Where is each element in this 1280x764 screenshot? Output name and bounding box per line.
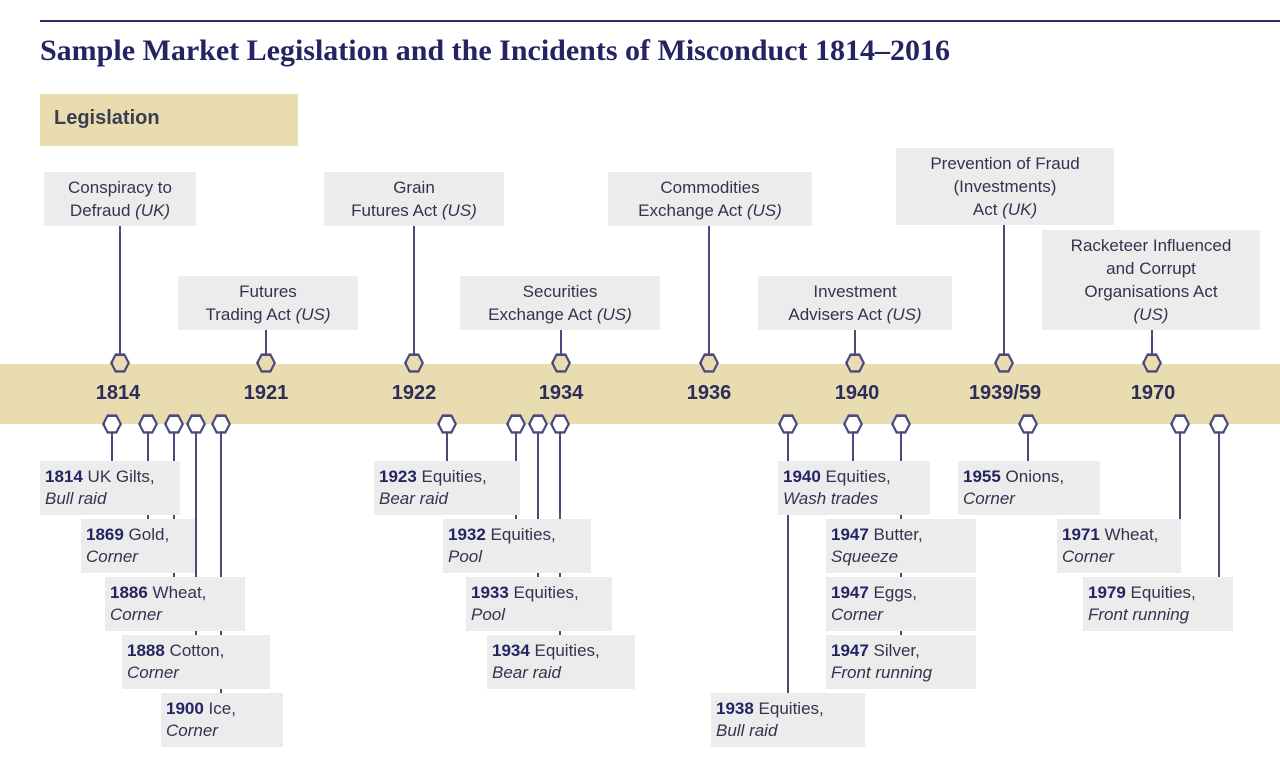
incident-year: 1814	[45, 467, 83, 486]
incident-title	[448, 524, 591, 546]
incident-market: Silver,	[868, 641, 920, 660]
incident-type: Wash trades	[783, 489, 879, 508]
incident-type: Corner	[963, 489, 1015, 508]
legislation-box	[178, 276, 358, 330]
incident-title	[127, 640, 270, 662]
incident-title	[379, 466, 520, 488]
legislation-text: (Investments)	[953, 177, 1057, 196]
incident-year: 1934	[492, 641, 530, 660]
legislation-text: Conspiracy to	[68, 178, 172, 197]
incident-market: Equities,	[529, 641, 600, 660]
incident-title	[963, 466, 1100, 488]
jurisdiction-label: (US)	[886, 305, 922, 324]
incident-title	[110, 582, 245, 604]
jurisdiction-label: (US)	[441, 201, 477, 220]
incident-year: 1932	[448, 525, 486, 544]
legislation-line	[896, 152, 1114, 175]
incident-year: 1886	[110, 583, 148, 602]
incident-type: Corner	[166, 721, 218, 740]
legislation-text: Exchange Act	[638, 201, 747, 220]
legislation-text: Securities	[522, 282, 598, 301]
legislation-line	[324, 176, 504, 199]
incident-box	[1083, 577, 1233, 631]
legislation-stem	[854, 330, 856, 354]
legislation-box	[460, 276, 660, 330]
incident-box	[711, 693, 865, 747]
legislation-text: and Corrupt	[1106, 259, 1196, 278]
legislation-line	[460, 303, 660, 326]
legislation-label: Legislation	[54, 107, 160, 129]
year-label: 1970	[1130, 382, 1176, 404]
incident-type: Corner	[831, 605, 883, 624]
legislation-text: Futures Act	[351, 201, 442, 220]
incident-title	[1088, 582, 1233, 604]
incident-type: Pool	[471, 605, 506, 624]
incident-year: 1938	[716, 699, 754, 718]
incident-type: Corner	[110, 605, 162, 624]
incident-type: Pool	[448, 547, 483, 566]
incident-market: Equities,	[1125, 583, 1196, 602]
legislation-line	[608, 199, 812, 222]
jurisdiction-label: (US)	[295, 305, 331, 324]
legislation-stem	[413, 226, 415, 354]
incident-box	[374, 461, 520, 515]
legislation-text: Act	[972, 200, 1003, 219]
legislation-line	[44, 199, 196, 222]
legislation-box	[758, 276, 952, 330]
legislation-stem	[119, 226, 121, 354]
incident-stem	[446, 432, 448, 461]
incident-box	[122, 635, 270, 689]
incident-box	[466, 577, 612, 631]
jurisdiction-label: (US)	[746, 201, 782, 220]
incident-box	[826, 635, 976, 689]
legislation-stem	[708, 226, 710, 354]
legislation-text: Grain	[393, 178, 435, 197]
incident-type: Squeeze	[831, 547, 899, 566]
incident-title	[716, 698, 865, 720]
incident-title	[492, 640, 635, 662]
incident-box	[105, 577, 245, 631]
legislation-stem	[265, 330, 267, 354]
incident-box	[40, 461, 180, 515]
incident-year: 1923	[379, 467, 417, 486]
incident-box	[443, 519, 591, 573]
year-label: 1940	[834, 382, 880, 404]
incident-box	[487, 635, 635, 689]
year-label: 1934	[538, 382, 584, 404]
legislation-line	[896, 175, 1114, 198]
legislation-stem	[1151, 330, 1153, 354]
legislation-stem	[1003, 225, 1005, 354]
legislation-text: Exchange Act	[488, 305, 597, 324]
incident-year: 1947	[831, 641, 869, 660]
legislation-text: Defraud	[69, 201, 136, 220]
incident-year: 1888	[127, 641, 165, 660]
incident-title	[471, 582, 612, 604]
legislation-text: Racketeer Influenced	[1070, 236, 1232, 255]
year-label: 1814	[95, 382, 141, 404]
legislation-box	[324, 172, 504, 226]
incident-year: 1940	[783, 467, 821, 486]
incident-box	[1057, 519, 1181, 573]
incident-stem	[1218, 432, 1220, 577]
incident-market: Onions,	[1000, 467, 1065, 486]
incident-type: Bear raid	[492, 663, 561, 682]
legislation-box	[896, 148, 1114, 225]
incident-stem	[1179, 432, 1181, 519]
incident-market: Ice,	[203, 699, 236, 718]
incident-year: 1947	[831, 583, 869, 602]
incident-year: 1947	[831, 525, 869, 544]
incident-title	[45, 466, 180, 488]
incident-market: Equities,	[820, 467, 891, 486]
incident-title	[166, 698, 283, 720]
incident-type: Bear raid	[379, 489, 448, 508]
page-title: Sample Market Legislation and the Incidents of Misconduct 1814–2016	[40, 34, 951, 67]
incident-year: 1869	[86, 525, 124, 544]
incident-box	[161, 693, 283, 747]
incident-market: Butter,	[868, 525, 923, 544]
jurisdiction-label: (UK)	[1002, 200, 1038, 219]
incident-type: Bull raid	[716, 721, 778, 740]
incident-stem	[1027, 432, 1029, 461]
incident-title	[86, 524, 195, 546]
legislation-box	[44, 172, 196, 226]
legislation-line	[460, 280, 660, 303]
year-label: 1922	[391, 382, 437, 404]
incident-title	[1062, 524, 1181, 546]
jurisdiction-label: (UK)	[135, 201, 171, 220]
incident-market: Wheat,	[147, 583, 207, 602]
incident-type: Corner	[127, 663, 179, 682]
incident-year: 1971	[1062, 525, 1100, 544]
incident-market: Equities,	[753, 699, 824, 718]
legislation-text: Investment	[813, 282, 897, 301]
incident-box	[81, 519, 195, 573]
legislation-line	[178, 303, 358, 326]
incident-market: Cotton,	[164, 641, 225, 660]
legislation-line	[44, 176, 196, 199]
legislation-line	[1042, 234, 1260, 257]
incident-market: Equities,	[508, 583, 579, 602]
legislation-line	[178, 280, 358, 303]
incident-type: Corner	[1062, 547, 1114, 566]
incident-market: Eggs,	[868, 583, 918, 602]
legislation-line	[896, 198, 1114, 221]
incident-year: 1955	[963, 467, 1001, 486]
legislation-text: Trading Act	[205, 305, 296, 324]
legislation-line	[1042, 303, 1260, 326]
incident-market: Wheat,	[1099, 525, 1159, 544]
incident-stem	[111, 432, 113, 461]
incident-box	[826, 577, 976, 631]
legislation-line	[758, 280, 952, 303]
year-label: 1936	[686, 382, 732, 404]
legislation-text: Prevention of Fraud	[930, 154, 1080, 173]
legislation-box	[1042, 230, 1260, 330]
legislation-box	[608, 172, 812, 226]
legislation-line	[324, 199, 504, 222]
incident-year: 1933	[471, 583, 509, 602]
incident-market: UK Gilts,	[82, 467, 155, 486]
legislation-text: Futures	[239, 282, 297, 301]
incident-year: 1979	[1088, 583, 1126, 602]
incident-box	[778, 461, 930, 515]
incident-type: Front running	[831, 663, 933, 682]
incident-title	[831, 582, 976, 604]
jurisdiction-label: (US)	[596, 305, 632, 324]
incident-title	[831, 524, 976, 546]
legislation-stem	[560, 330, 562, 354]
legislation-line	[1042, 280, 1260, 303]
jurisdiction-label: (US)	[1133, 305, 1169, 324]
legislation-line	[608, 176, 812, 199]
incident-stem	[852, 432, 854, 461]
incident-market: Equities,	[485, 525, 556, 544]
incident-market: Gold,	[123, 525, 170, 544]
incident-type: Bull raid	[45, 489, 107, 508]
incident-type: Front running	[1088, 605, 1190, 624]
year-label: 1921	[243, 382, 289, 404]
legislation-line	[1042, 257, 1260, 280]
incident-type: Corner	[86, 547, 138, 566]
top-rule	[40, 20, 1280, 22]
incident-year: 1900	[166, 699, 204, 718]
incident-title	[783, 466, 930, 488]
incident-box	[958, 461, 1100, 515]
incident-box	[826, 519, 976, 573]
incident-market: Equities,	[416, 467, 487, 486]
legislation-text: Organisations Act	[1084, 282, 1218, 301]
legislation-text: Commodities	[660, 178, 760, 197]
incident-title	[831, 640, 976, 662]
legislation-line	[758, 303, 952, 326]
legislation-section-label	[40, 94, 298, 146]
legislation-text: Advisers Act	[788, 305, 887, 324]
year-label: 1939/59	[968, 382, 1042, 404]
